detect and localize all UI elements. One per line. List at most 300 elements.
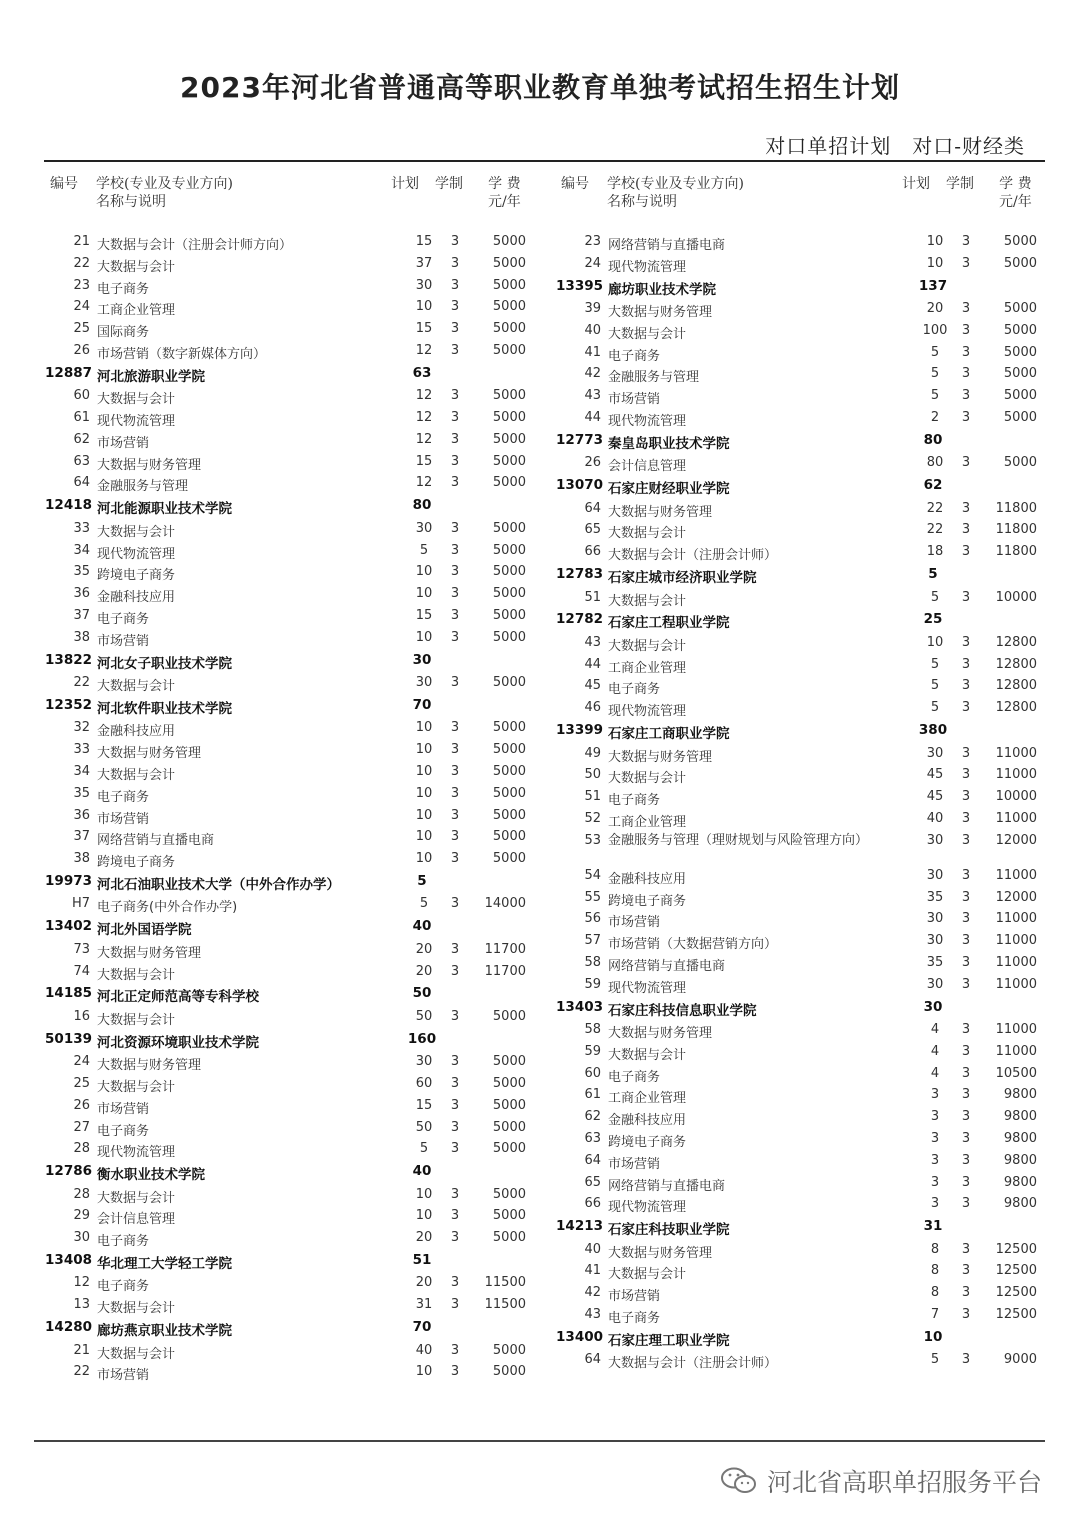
cell-plan: 30 [412,651,432,668]
cell-id: 43 [584,634,601,650]
major-row [44,1139,534,1161]
major-row [44,894,534,916]
cell-fee: 12500 [995,1263,1037,1279]
cell-id: 23 [584,234,601,249]
cell-plan: 10 [415,1208,433,1224]
cell-plan: 30 [926,911,944,927]
cell-len: 3 [961,1263,971,1279]
cell-plan: 10 [415,564,433,580]
cell-name: 大数据与会计 [608,771,687,787]
cell-plan: 80 [923,431,943,448]
cell-id: 13403 [556,998,603,1015]
cell-len: 3 [450,475,460,491]
cell-fee: 5000 [1003,410,1037,426]
cell-id: 25 [73,1075,90,1091]
school-row [44,871,534,895]
cell-id: 13070 [556,477,603,494]
major-row [44,541,534,563]
cell-plan: 20 [415,1275,433,1291]
cell-plan: 25 [923,611,943,628]
major-row [44,1074,534,1096]
major-row [44,408,534,430]
cell-fee: 5000 [492,542,526,558]
cell-name: 工商企业管理 [608,814,687,830]
cell-fee: 5000 [492,342,526,358]
cell-name: 衡水职业技术学院 [97,1167,205,1184]
cell-fee: 9800 [1003,1131,1037,1146]
cell-id: 26 [584,455,601,471]
cell-plan: 30 [926,867,944,883]
cell-plan: 50 [415,1008,433,1024]
cell-id: 25 [73,321,90,337]
cell-fee: 11800 [995,500,1037,516]
cell-plan: 10 [926,634,944,650]
cell-id: 28 [73,1186,90,1202]
cell-fee: 9800 [1003,1087,1037,1103]
cell-plan: 30 [926,832,944,848]
major-row [555,931,1045,953]
major-row [555,909,1045,931]
cell-plan: 30 [415,675,433,691]
cell-len: 3 [961,1174,971,1190]
major-row [555,1042,1045,1064]
cell-id: 42 [584,366,601,382]
cell-len: 3 [450,963,460,979]
cell-fee: 11800 [995,544,1037,560]
cell-id: 30 [73,1230,90,1246]
cell-fee: 11700 [484,941,526,957]
cell-name: 大数据与会计 [608,593,687,609]
cell-id: 64 [584,500,601,516]
cell-id: 21 [73,1342,90,1358]
cell-fee: 5000 [1003,322,1037,338]
cell-id: 53 [584,832,601,848]
cell-plan: 5 [419,896,429,912]
right-column [555,170,1045,1372]
major-row [555,499,1045,521]
cell-id: 36 [73,807,90,823]
cell-len: 3 [450,1075,460,1091]
cell-plan: 5 [930,678,940,694]
major-row [555,1020,1045,1042]
cell-fee: 5000 [492,1054,526,1070]
cell-len: 3 [450,1119,460,1135]
cell-id: 41 [584,344,601,360]
cell-len: 3 [450,1008,460,1024]
cell-id: 60 [584,1065,601,1081]
cell-name: 大数据与会计（注册会计师） [608,1356,778,1372]
cell-id: 12 [73,1275,90,1291]
cell-id: 14280 [45,1319,92,1336]
cell-id: 26 [73,1097,90,1113]
cell-name: 金融科技应用 [97,724,176,740]
school-row [555,276,1045,300]
major-row [555,408,1045,430]
cell-name: 网络营销与直播电商 [608,958,726,974]
cell-fee: 5000 [492,410,526,426]
cell-name: 大数据与会计 [97,524,176,540]
cell-plan: 40 [412,918,432,935]
cell-fee: 5000 [1003,455,1037,471]
cell-id: H7 [71,896,90,912]
cell-fee: 5000 [492,675,526,691]
cell-id: 51 [584,789,601,805]
cell-plan: 12 [415,475,433,491]
cell-plan: 18 [926,544,944,560]
major-row [44,740,534,762]
cell-len: 3 [961,1196,971,1212]
cell-id: 21 [73,234,90,249]
cell-fee: 5000 [492,1008,526,1024]
major-row [44,452,534,474]
cell-id: 65 [584,522,601,538]
cell-fee: 5000 [492,1075,526,1091]
major-row [555,1194,1045,1216]
cell-plan: 31 [923,1218,943,1235]
cell-name: 大数据与会计 [97,1079,176,1095]
major-row [44,806,534,828]
cell-id: 62 [73,431,90,447]
cell-fee: 11000 [995,745,1037,761]
major-row [44,606,534,628]
cell-name: 大数据与会计 [608,326,687,342]
page-subtitle: 对口单招计划 对口-财经类 [765,134,1025,158]
cell-len: 3 [450,1275,460,1291]
cell-plan: 30 [415,1054,433,1070]
cell-fee: 11000 [995,954,1037,970]
cell-name: 金融科技应用 [608,871,687,887]
major-row [555,1173,1045,1195]
cell-name: 市场营销（数字新媒体方向） [97,346,267,362]
cell-fee: 5000 [492,829,526,845]
major-row [44,1295,534,1317]
cell-fee: 5000 [492,277,526,293]
cell-id: 16 [73,1008,90,1024]
footer-text: 河北省高职单招服务平台 [766,1468,1042,1497]
cell-plan: 5 [419,542,429,558]
cell-name: 跨境电子商务 [97,855,176,871]
cell-plan: 5 [930,366,940,382]
cell-name: 金融科技应用 [97,590,176,606]
major-row [555,1064,1045,1086]
cell-name: 金融服务与管理 [97,479,189,495]
cell-name: 电子商务 [608,793,661,809]
major-row [44,1007,534,1029]
cell-plan: 31 [415,1297,433,1313]
cell-id: 63 [73,453,90,469]
cell-plan: 10 [415,586,433,602]
cell-len: 3 [450,720,460,736]
cell-name: 廊坊职业技术学院 [608,281,716,298]
cell-fee: 12800 [995,678,1037,694]
cell-name: 大数据与会计 [97,1012,176,1028]
cell-name: 网络营销与直播电商 [97,833,215,849]
cell-len: 3 [450,453,460,469]
major-row [555,232,1045,254]
table-header [44,170,534,232]
cell-fee: 5000 [492,564,526,580]
cell-plan: 3 [930,1087,940,1103]
cell-name: 跨境电子商务 [97,568,176,584]
school-row [44,1317,534,1341]
cell-fee: 12500 [995,1307,1037,1323]
cell-len: 3 [961,255,971,271]
cell-name: 金融服务与管理 [608,370,700,386]
major-row [44,1118,534,1140]
major-row [555,744,1045,766]
top-divider [44,160,1045,162]
cell-plan: 22 [926,522,944,538]
major-row [555,299,1045,321]
cell-fee: 12000 [995,832,1037,848]
cell-len: 3 [961,1307,971,1323]
school-row [555,430,1045,454]
cell-plan: 50 [412,985,432,1002]
cell-id: 28 [73,1141,90,1157]
major-row [555,787,1045,809]
header-name: 学校(专业及专业方向) 名称与说明 [96,176,233,210]
cell-fee: 5000 [1003,366,1037,382]
cell-fee: 5000 [492,453,526,469]
cell-name: 河北资源环境职业技术学院 [97,1034,259,1051]
cell-fee: 5000 [492,1364,526,1380]
school-row [44,650,534,674]
major-row [555,975,1045,997]
cell-id: 66 [584,1196,601,1212]
footer-watermark [719,1463,1042,1499]
cell-fee: 5000 [492,475,526,491]
cell-fee: 5000 [492,1141,526,1157]
cell-id: 63 [584,1131,601,1146]
major-row [44,276,534,298]
major-row [44,1341,534,1363]
cell-fee: 11800 [995,522,1037,538]
cell-name: 石家庄理工职业学院 [608,1332,730,1349]
cell-plan: 40 [415,1342,433,1358]
cell-fee: 12000 [995,889,1037,905]
major-row [555,953,1045,975]
cell-plan: 10 [415,299,433,315]
cell-name: 大数据与财务管理 [97,1058,202,1074]
cell-name: 跨境电子商务 [608,1135,687,1150]
cell-name: 河北石油职业技术大学（中外合作办学） [97,876,340,893]
cell-plan: 22 [926,500,944,516]
cell-len: 3 [450,520,460,536]
cell-name: 河北外国语学院 [97,922,192,939]
cell-fee: 5000 [492,742,526,758]
cell-fee: 5000 [1003,301,1037,317]
cell-name: 国际商务 [97,325,150,341]
cell-id: 55 [584,889,601,905]
cell-len: 3 [961,410,971,426]
cell-len: 3 [961,1043,971,1059]
cell-id: 35 [73,564,90,580]
cell-id: 50 [584,767,601,783]
cell-plan: 12 [415,410,433,426]
school-row [44,1161,534,1185]
cell-len: 3 [450,763,460,779]
major-row [555,633,1045,655]
cell-fee: 12800 [995,634,1037,650]
cell-name: 河北女子职业技术学院 [97,655,232,672]
cell-fee: 9000 [1003,1352,1037,1368]
cell-fee: 5000 [492,255,526,271]
cell-plan: 5 [930,388,940,404]
cell-id: 12783 [556,566,603,583]
cell-name: 大数据与会计 [97,679,176,695]
school-row [555,1216,1045,1240]
header-name: 学校(专业及专业方向) 名称与说明 [607,176,744,210]
cell-len: 3 [961,522,971,538]
cell-id: 23 [73,277,90,293]
cell-name: 电子商务 [97,281,150,297]
cell-id: 38 [73,851,90,867]
major-row [44,1273,534,1295]
major-row [44,673,534,695]
cell-name: 石家庄城市经济职业学院 [608,570,757,587]
major-row [44,254,534,276]
major-row [555,1107,1045,1129]
cell-id: 13395 [556,277,603,294]
cell-len: 3 [450,234,460,249]
cell-id: 12418 [45,497,92,514]
cell-fee: 11000 [995,1022,1037,1038]
cell-len: 3 [450,1186,460,1202]
major-row [44,628,534,650]
cell-fee: 5000 [492,299,526,315]
cell-plan: 10 [415,1364,433,1380]
cell-plan: 10 [415,742,433,758]
cell-name: 华北理工大学轻工学院 [97,1255,232,1272]
cell-len: 3 [450,277,460,293]
cell-name: 现代物流管理 [97,414,176,430]
cell-plan: 3 [930,1109,940,1125]
cell-plan: 30 [415,520,433,536]
school-row [44,363,534,387]
cell-id: 58 [584,1022,601,1038]
cell-len: 3 [961,976,971,992]
major-row [44,319,534,341]
cell-len: 3 [961,700,971,716]
major-row [44,341,534,363]
cell-id: 13399 [556,722,603,739]
major-row [44,784,534,806]
cell-name: 河北能源职业技术学院 [97,501,232,518]
cell-len: 3 [961,634,971,650]
cell-id: 60 [73,388,90,404]
cell-fee: 5000 [492,586,526,602]
cell-plan: 137 [918,277,948,294]
cell-len: 3 [450,431,460,447]
cell-plan: 4 [930,1022,940,1038]
cell-fee: 12500 [995,1241,1037,1257]
cell-plan: 15 [415,1097,433,1113]
cell-name: 电子商务 [97,1234,150,1250]
cell-id: 62 [584,1109,601,1125]
cell-fee: 5000 [492,1119,526,1135]
cell-plan: 7 [930,1307,940,1323]
cell-plan: 4 [930,1065,940,1081]
cell-id: 64 [584,1352,601,1368]
cell-plan: 4 [930,1043,940,1059]
cell-fee: 5000 [492,1097,526,1113]
cell-id: 43 [584,1307,601,1323]
cell-plan: 70 [412,696,432,713]
cell-name: 现代物流管理 [608,704,687,720]
cell-fee: 11000 [995,867,1037,883]
cell-id: 40 [584,322,601,338]
cell-fee: 9800 [1003,1196,1037,1212]
cell-name: 现代物流管理 [608,1200,687,1216]
cell-fee: 5000 [492,607,526,623]
cell-id: 64 [584,1152,601,1168]
cell-name: 大数据与财务管理 [97,746,202,762]
major-row [44,962,534,984]
cell-name: 大数据与会计（注册会计师方向） [97,238,293,253]
cell-id: 59 [584,1043,601,1059]
cell-fee: 5000 [492,1230,526,1246]
cell-plan: 37 [415,255,433,271]
cell-fee: 11000 [995,976,1037,992]
major-row [555,888,1045,910]
cell-id: 12773 [556,431,603,448]
cell-plan: 160 [407,1030,437,1047]
header-plan: 计划 [391,176,419,192]
major-row [44,473,534,495]
cell-id: 61 [584,1087,601,1103]
school-row [555,1327,1045,1351]
cell-name: 电子商务 [608,348,661,364]
cell-id: 32 [73,720,90,736]
cell-id: 61 [73,410,90,426]
cell-plan: 15 [415,234,433,249]
cell-id: 51 [584,589,601,605]
cell-fee: 5000 [492,388,526,404]
cell-id: 46 [584,700,601,716]
cell-id: 12887 [45,364,92,381]
school-row [555,997,1045,1021]
major-row [555,866,1045,888]
cell-name: 工商企业管理 [608,660,687,676]
cell-plan: 20 [415,941,433,957]
cell-len: 3 [450,742,460,758]
cell-name: 大数据与会计 [97,1346,176,1362]
cell-len: 3 [450,321,460,337]
major-row [44,1206,534,1228]
cell-id: 45 [584,678,601,694]
cell-name: 工商企业管理 [608,1091,687,1107]
cell-len: 3 [961,789,971,805]
cell-plan: 15 [415,607,433,623]
cell-len: 3 [450,542,460,558]
cell-plan: 380 [918,722,948,739]
major-row [44,584,534,606]
cell-id: 12352 [45,696,92,713]
cell-fee: 5000 [492,1186,526,1202]
cell-fee: 5000 [492,234,526,249]
cell-plan: 10 [415,629,433,645]
cell-plan: 40 [412,1163,432,1180]
cell-len: 3 [450,785,460,801]
cell-len: 3 [961,1352,971,1368]
cell-id: 58 [584,954,601,970]
cell-plan: 51 [412,1251,432,1268]
cell-fee: 5000 [492,431,526,447]
cell-plan: 10 [415,785,433,801]
major-row [44,1362,534,1384]
cell-name: 石家庄科技职业学院 [608,1222,730,1239]
cell-plan: 12 [415,388,433,404]
